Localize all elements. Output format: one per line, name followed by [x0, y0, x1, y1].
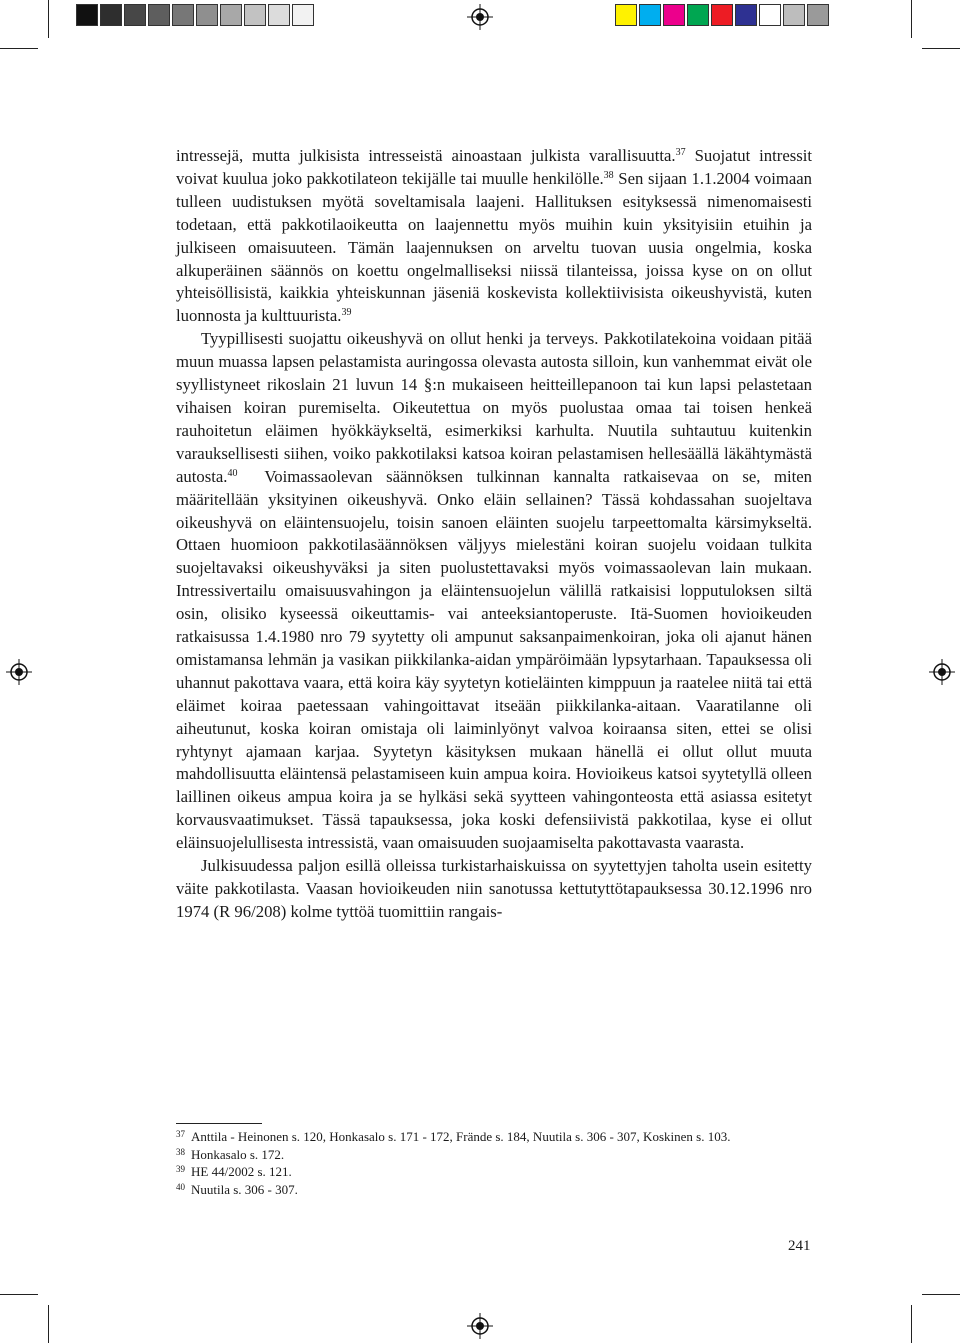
paragraph-health	[176, 328, 812, 855]
crop-mark-bottom-right-v	[911, 1305, 912, 1343]
crop-mark-top-left-v	[48, 0, 49, 38]
color-swatch	[759, 4, 781, 26]
color-swatch	[124, 4, 146, 26]
paragraph-text: Suojatut intressit voivat kuulua joko pakkotilateon tekijälle tai muulle henkilölle.	[176, 146, 813, 188]
footnote-item	[176, 1128, 816, 1146]
registration-mark-left-icon	[6, 659, 32, 685]
color-swatch	[196, 4, 218, 26]
footnote-item	[176, 1181, 816, 1199]
footnote-item	[176, 1146, 816, 1164]
footnote-ref: 37	[675, 147, 686, 158]
paragraph-fur-farm	[176, 855, 812, 924]
footnote-text: Anttila - Heinonen s. 120, Honkasalo s. 171 - 172, Frände s. 184, Nuutila s. 306 - 307, Koskinen s. 103.	[191, 1129, 731, 1144]
color-swatch	[100, 4, 122, 26]
color-swatch	[735, 4, 757, 26]
footnote-text: Honkasalo s. 172.	[191, 1146, 285, 1162]
crop-mark-top-right-h	[922, 48, 960, 49]
paragraph-text: Tyypillisesti suojattu oikeushyvä on ollut henki ja terveys. Pakkotilatekoina voidaan pitää muun muassa lapsen pelastamista auringossa olevasta autosta silloin, kun vanhemmat eivät ole syyllistyneet rikoslain 21 luvun 14 §:n mukaiseen heitteillepanoon tai kun lapsi pelastetaan vihaisen koiran puremiselta. Oikeutettua on myös puolustaa omaa tai toisen henkeä rauhoitetun eläimen hyökkäykseltä, esimerkiksi karhulta. Nuutila suhtautuu kuitenkin varauksellisesti siihen, voiko pakkotilaksi katsoa koiran pelastamisen hellesäällä läkähtymästä autosta.	[176, 329, 812, 486]
color-swatch	[663, 4, 685, 26]
color-swatch	[220, 4, 242, 26]
paragraph-text: Sen sijaan 1.1.2004 voimaan tulleen uudistuksen myötä soveltamisala laajeni. Hallituksen esityksessä nimenomaisesti todetaan, että pakkotilaoikeutta on laajennettu myös muihin kuin yksityisiin etuihin ja julkiseen omaisuuteen. Tämän laajennuksen on arveltu tuovan uusia ongelmia, koska alkuperäinen säännös on koettu ongelmalliseksi niissä tilanteissa, joissa kyse on on ollut yhteisöllisistä, kaikkia yhteiskunnan jäseniä koskevista kollektiivisista oikeushyvistä, kuten luonnosta ja kulttuurista.	[176, 168, 812, 326]
footnote-number: 40	[176, 1181, 185, 1192]
footnote-number: 37	[176, 1129, 185, 1139]
crop-mark-bottom-left-h	[0, 1294, 38, 1295]
color-swatch	[687, 4, 709, 26]
footnotes	[176, 1128, 816, 1198]
crop-mark-bottom-right-h	[922, 1294, 960, 1295]
footnote-text: Nuutila s. 306 - 307.	[191, 1181, 298, 1197]
crop-mark-bottom-left-v	[48, 1305, 49, 1343]
color-swatch	[807, 4, 829, 26]
footnote-ref: 38	[603, 169, 614, 181]
footnote-number: 38	[176, 1146, 185, 1157]
color-swatch	[244, 4, 266, 26]
color-swatch	[292, 4, 314, 26]
page-number: 241	[788, 1238, 811, 1254]
color-swatch	[172, 4, 194, 26]
footnote-ref: 40	[227, 467, 238, 479]
color-swatch	[711, 4, 733, 26]
color-calibration-bar	[615, 4, 831, 26]
footnote-ref: 39	[341, 307, 352, 319]
color-swatch	[783, 4, 805, 26]
crop-mark-top-right-v	[911, 0, 912, 38]
color-swatch	[268, 4, 290, 26]
registration-mark-bottom-icon	[467, 1313, 493, 1339]
paragraph-text: Julkisuudessa paljon esillä olleissa turkistarhaiskuissa on syytettyjen taholta usein esitetty väite pakkotilasta. Vaasan hovioikeuden niin sanotussa kettutyttötapauksessa 30.12.1996 nro 1974 (R 96/208) kolme tyttöä tuomittiin rangais-	[176, 856, 812, 921]
footnote-item	[176, 1163, 816, 1181]
grayscale-calibration-bar	[76, 4, 316, 26]
color-swatch	[76, 4, 98, 26]
footnote-number: 39	[176, 1164, 185, 1175]
footnote-text: HE 44/2002 s. 121.	[191, 1164, 292, 1180]
paragraph-text: intressejä, mutta julkisista intresseistä ainoastaan julkista varallisuutta.	[176, 146, 676, 165]
registration-mark-right-icon	[929, 659, 955, 685]
paragraph-intro	[176, 145, 812, 328]
body-text	[176, 145, 812, 924]
paragraph-text: Voimassaolevan säännöksen tulkinnan kannalta ratkaisevaa on se, miten määritellään yksityinen oikeushyvä. Onko eläin sellainen? Tässä kohdassahan suojeltava oikeushyvä on eläintensuojelu, toisin sanoen eläinten suojelu tarpeettomalta kärsimykseltä. Ottaen huomioon pakkotilasäännöksen väljyys mielestäni koiran suojelu voidaan tulkita suojeltavaksi oikeushyväksi ja siten puolustettavaksi myös voimassaolevan lain mukaan. Intressivertailu omaisuusvahingon ja eläintensuojelun välillä ratkaisisi lopputuloksen siltä osin, olisiko kyseessä oikeuttamis- vai anteeksiantoperuste. Itä-Suomen hovioikeuden ratkaisussa 1.4.1980 nro 79 syytetty oli ampunut saksanpaimenkoiran, joka oli ajanut hänen omistamansa lehmän ja vasikan piikkilanka-aidan ympäröimään lypsytarhaan. Tapauksessa oli uhannut pakottava vaara, että koira käy syytetyn kotieläinten kimppuun ja raatelee niitä tai että eläimet koiraa paetessaan vahingoittavat itseään piikkilanka-aitaan. Vaaratilanne oli aiheutunut, koska koiran omistaja oli laiminlyönyt valvoa koiraansa siten, ettei se olisi ryhtynyt ajamaan karjaa. Syytetyn käsityksen mukaan hänellä ei ollut ollut muuta mahdollisuutta eläintensä pelastamiseen kuin ampua koira. Hovioikeus katsoi syytetyllä olleen laillinen oikeus ampua koira ja se hylkäsi sekä syytteen vahingonteosta että asiassa esitetyt korvausvaatimukset. Tässä tapauksessa, joka koski defensiivistä pakkotilaa, kyse ei ollut eläinsuojelullisesta intressistä, vaan omaisuuden suojaamiselta pakottavasta vaarasta.	[176, 466, 812, 853]
footnote-divider	[176, 1123, 262, 1124]
color-swatch	[639, 4, 661, 26]
color-swatch	[615, 4, 637, 26]
crop-mark-top-left-h	[0, 48, 38, 49]
color-swatch	[148, 4, 170, 26]
registration-mark-top-icon	[467, 4, 493, 30]
